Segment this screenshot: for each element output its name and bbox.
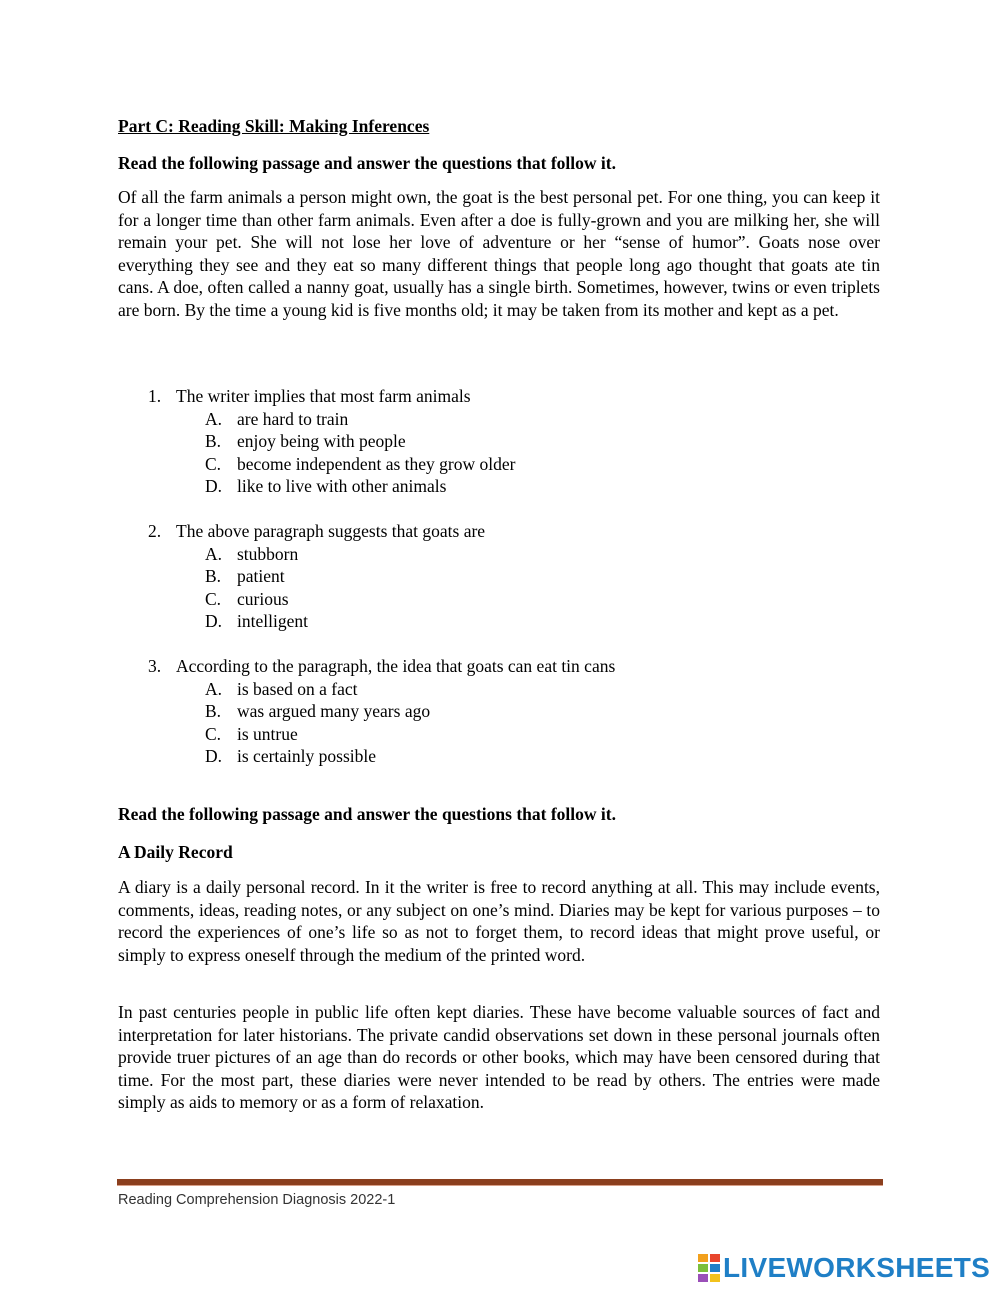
option-letter: B. [205,431,222,451]
question-2 [148,520,848,633]
option-text: is certainly possible [237,746,377,766]
option-text: intelligent [237,611,308,631]
option-text: stubborn [237,543,299,564]
option-text: become independent as they grow older [237,453,516,474]
question-text: The writer implies that most farm animals [176,386,471,406]
option-letter: A. [205,543,223,564]
passage-2-title: A Daily Record [118,842,233,862]
option-letter: A. [205,408,223,429]
answer-option [148,745,848,768]
option-text: like to live with other animals [237,476,447,496]
question-stem [148,655,848,678]
answer-options [148,678,848,768]
option-text: is untrue [237,723,298,744]
option-text: enjoy being with people [237,431,406,451]
option-letter: D. [205,611,223,631]
option-text: is based on a fact [237,678,358,699]
question-text: The above paragraph suggests that goats are [176,521,486,541]
answer-option [148,565,848,588]
passage-1-text: Of all the farm animals a person might own, the goat is the best personal pet. For one thing, you can keep it for a longer time than other farm animals. Even after a doe is fully-grown and you are milking her, she will remain your pet. She will not lose her love of adventure or her “sense of humor”. Goats nose over everything they see and they eat so many different things that people long ago thought that goats ate tin cans. A doe, often called a nanny goat, usually has a single birth. Sometimes, however, twins or even triplets are born. By the time a young kid is five months old; it may be taken from its mother and kept as a pet. [118,187,880,320]
footer-rule [117,1179,883,1186]
question-stem [148,385,848,408]
option-letter: C. [205,453,222,474]
answer-option [148,453,848,476]
option-letter: B. [205,701,222,721]
option-letter: C. [205,723,222,744]
option-letter: B. [205,566,222,586]
passage-2-paragraph-2: In past centuries people in public life often kept diaries. These have become valuable sources of fact and interpretation for later historians. The private candid observations set down in these personal journals often provide truer pictures of an age than do records or other books, which may have been censored during that time. For the most part, these diaries were never intended to be read by others. The entries were made simply as aids to memory or as a form of relaxation. [118,1002,880,1112]
liveworksheets-logo-icon [698,1254,720,1282]
question-number: 2. [148,521,162,541]
answer-option [148,543,848,566]
answer-option [148,475,848,498]
option-letter: D. [205,746,223,766]
brand-wordmark: LIVEWORKSHEETS [723,1252,991,1283]
option-text: are hard to train [237,408,349,429]
footer-text: Reading Comprehension Diagnosis 2022-1 [118,1192,396,1208]
passage-2-instruction: Read the following passage and answer the questions that follow it. [118,804,616,824]
liveworksheets-brand [698,1253,990,1283]
option-text: patient [237,566,285,586]
answer-option [148,610,848,633]
answer-options [148,543,848,633]
option-text: was argued many years ago [237,701,431,721]
answer-option [148,678,848,701]
option-letter: A. [205,678,223,699]
question-number: 1. [148,386,162,406]
passage-2-paragraph-1: A diary is a daily personal record. In it the writer is free to record anything at all. This may include events, comments, ideas, reading notes, or any subject on one’s mind. Diaries may be kept for various purposes – to record the experiences of one’s life so as not to forget them, to record ideas that might prove useful, or simply to express oneself through the medium of the printed word. [118,877,880,965]
answer-option [148,430,848,453]
passage-1-instruction: Read the following passage and answer the questions that follow it. [118,153,616,173]
answer-option [148,700,848,723]
answer-option [148,723,848,746]
question-1 [148,385,848,498]
question-text: According to the paragraph, the idea that goats can eat tin cans [176,656,616,676]
answer-options [148,408,848,498]
question-number: 3. [148,656,162,676]
option-letter: D. [205,476,223,496]
question-3 [148,655,848,768]
option-text: curious [237,588,289,609]
answer-option [148,408,848,431]
answer-option [148,588,848,611]
question-stem [148,520,848,543]
section-heading: Part C: Reading Skill: Making Inferences [118,116,430,136]
option-letter: C. [205,588,222,609]
